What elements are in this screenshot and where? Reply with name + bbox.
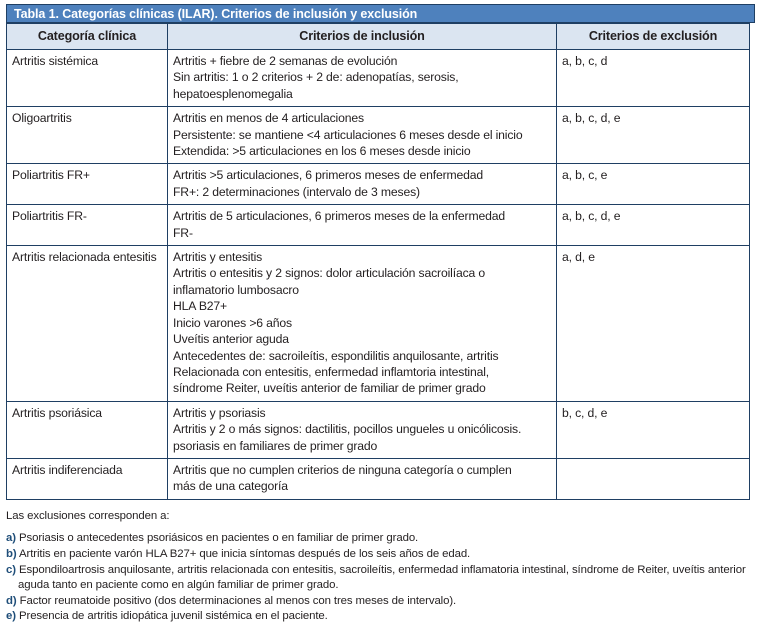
- footnote-item: [6, 594, 755, 610]
- table-row: [7, 401, 750, 458]
- inclusion-line: Inicio varones >6 años: [173, 315, 292, 330]
- table-title: Tabla 1. Categorías clínicas (ILAR). Criterios de inclusión y exclusión: [6, 4, 755, 23]
- cell-inclusion: [168, 50, 557, 107]
- cell-exclusion: b, c, d, e: [557, 401, 750, 458]
- inclusion-line: Artritis y 2 o más signos: dactilitis, pocillos ungueles u onicólicosis.: [173, 422, 522, 437]
- cell-category: Poliartritis FR+: [7, 164, 168, 205]
- cell-exclusion: a, b, c, d, e: [557, 107, 750, 164]
- cell-category: Artritis sistémica: [7, 50, 168, 107]
- inclusion-line: inflamatorio lumbosacro: [173, 282, 299, 297]
- footnote-text: Psoriasis o antecedentes psoriásicos en pacientes o en familiar de primer grado.: [15, 532, 419, 545]
- cell-exclusion: a, d, e: [557, 246, 750, 402]
- table-row: [7, 205, 750, 246]
- inclusion-line: Artritis de 5 articulaciones, 6 primeros meses de la enfermedad: [173, 209, 505, 224]
- column-header-exclusion: Criterios de exclusión: [557, 24, 750, 50]
- inclusion-line: Artritis y entesitis: [173, 250, 263, 265]
- table-row: [7, 50, 750, 107]
- cell-inclusion: [168, 107, 557, 164]
- table-body: [7, 50, 750, 500]
- cell-inclusion: [168, 205, 557, 246]
- table-row: [7, 246, 750, 402]
- footnote-item: [6, 547, 755, 563]
- inclusion-line: FR+: 2 determinaciones (intervalo de 3 meses): [173, 184, 420, 199]
- table-header-row: [7, 24, 750, 50]
- inclusion-line: Artritis que no cumplen criterios de ninguna categoría o cumplen: [173, 462, 512, 477]
- cell-inclusion: [168, 401, 557, 458]
- cell-category: Artritis indiferenciada: [7, 458, 168, 499]
- footnote-item: [6, 531, 755, 547]
- inclusion-line: Artritis + fiebre de 2 semanas de evolución: [173, 54, 398, 68]
- footnote-text: Presencia de artritis idiopática juvenil sistémica en el paciente.: [15, 610, 328, 623]
- footnote-item: [6, 609, 755, 625]
- footnote-text: Factor reumatoide positivo (dos determinaciones al menos con tres meses de intervalo).: [16, 594, 457, 607]
- cell-exclusion: a, b, c, d, e: [557, 205, 750, 246]
- cell-exclusion: [557, 458, 750, 499]
- footnote-text: Artritis en paciente varón HLA B27+ que inicia síntomas después de los seis años de edad.: [16, 547, 471, 560]
- inclusion-line: Sin artritis: 1 o 2 criterios + 2 de: adenopatías, serosis,: [173, 70, 459, 85]
- cell-inclusion: [168, 164, 557, 205]
- inclusion-line: Artritis y psoriasis: [173, 405, 266, 420]
- table-row: [7, 107, 750, 164]
- inclusion-line: síndrome Reiter, uveítis anterior de familiar de primer grado: [173, 381, 486, 396]
- inclusion-line: Extendida: >5 articulaciones en los 6 meses desde inicio: [173, 144, 471, 159]
- inclusion-line: Artritis en menos de 4 articulaciones: [173, 111, 364, 126]
- inclusion-line: Artritis >5 articulaciones, 6 primeros meses de enfermedad: [173, 168, 484, 183]
- inclusion-line: hepatoesplenomegalia: [173, 86, 293, 101]
- table-row: [7, 458, 750, 499]
- footnote-marker: b): [6, 547, 17, 560]
- inclusion-line: Persistente: se mantiene <4 articulaciones 6 meses desde el inicio: [173, 127, 523, 142]
- inclusion-line: Relacionada con entesitis, enfermedad inflamtoria intestinal,: [173, 364, 490, 379]
- footnote-marker: d): [6, 594, 17, 607]
- footnote-item: [6, 563, 755, 594]
- cell-inclusion: [168, 458, 557, 499]
- inclusion-line: Artritis o entesitis y 2 signos: dolor articulación sacroilíaca o: [173, 266, 486, 281]
- cell-category: Oligoartritis: [7, 107, 168, 164]
- inclusion-line: Antecedentes de: sacroileítis, espondilitis anquilosante, artritis: [173, 348, 499, 363]
- cell-category: Poliartritis FR-: [7, 205, 168, 246]
- table-row: [7, 164, 750, 205]
- cell-inclusion: [168, 246, 557, 402]
- cell-exclusion: a, b, c, d: [557, 50, 750, 107]
- footnote-marker: c): [6, 563, 16, 576]
- inclusion-line: psoriasis en familiares de primer grado: [173, 438, 378, 453]
- ilar-criteria-table: [6, 23, 750, 500]
- inclusion-line: FR-: [173, 225, 193, 240]
- footnote-marker: e): [6, 610, 16, 623]
- cell-exclusion: a, b, c, e: [557, 164, 750, 205]
- footnotes: [6, 509, 755, 625]
- footnote-text: Espondiloartrosis anquilosante, artritis relacionada con entesitis, sacroileítis, enfermedad inflamatoria intestinal, síndrome de Reiter, uveítis anterior aguda tanto en paciente como en algún familiar de primer grado.: [15, 563, 746, 592]
- inclusion-line: más de una categoría: [173, 479, 288, 494]
- cell-category: Artritis psoriásica: [7, 401, 168, 458]
- inclusion-line: Uveítis anterior aguda: [173, 332, 289, 347]
- column-header-category: Categoría clínica: [7, 24, 168, 50]
- footnote-marker: a): [6, 532, 16, 545]
- column-header-inclusion: Criterios de inclusión: [168, 24, 557, 50]
- footnotes-intro: Las exclusiones corresponden a:: [6, 509, 170, 522]
- cell-category: Artritis relacionada entesitis: [7, 246, 168, 402]
- inclusion-line: HLA B27+: [173, 299, 228, 314]
